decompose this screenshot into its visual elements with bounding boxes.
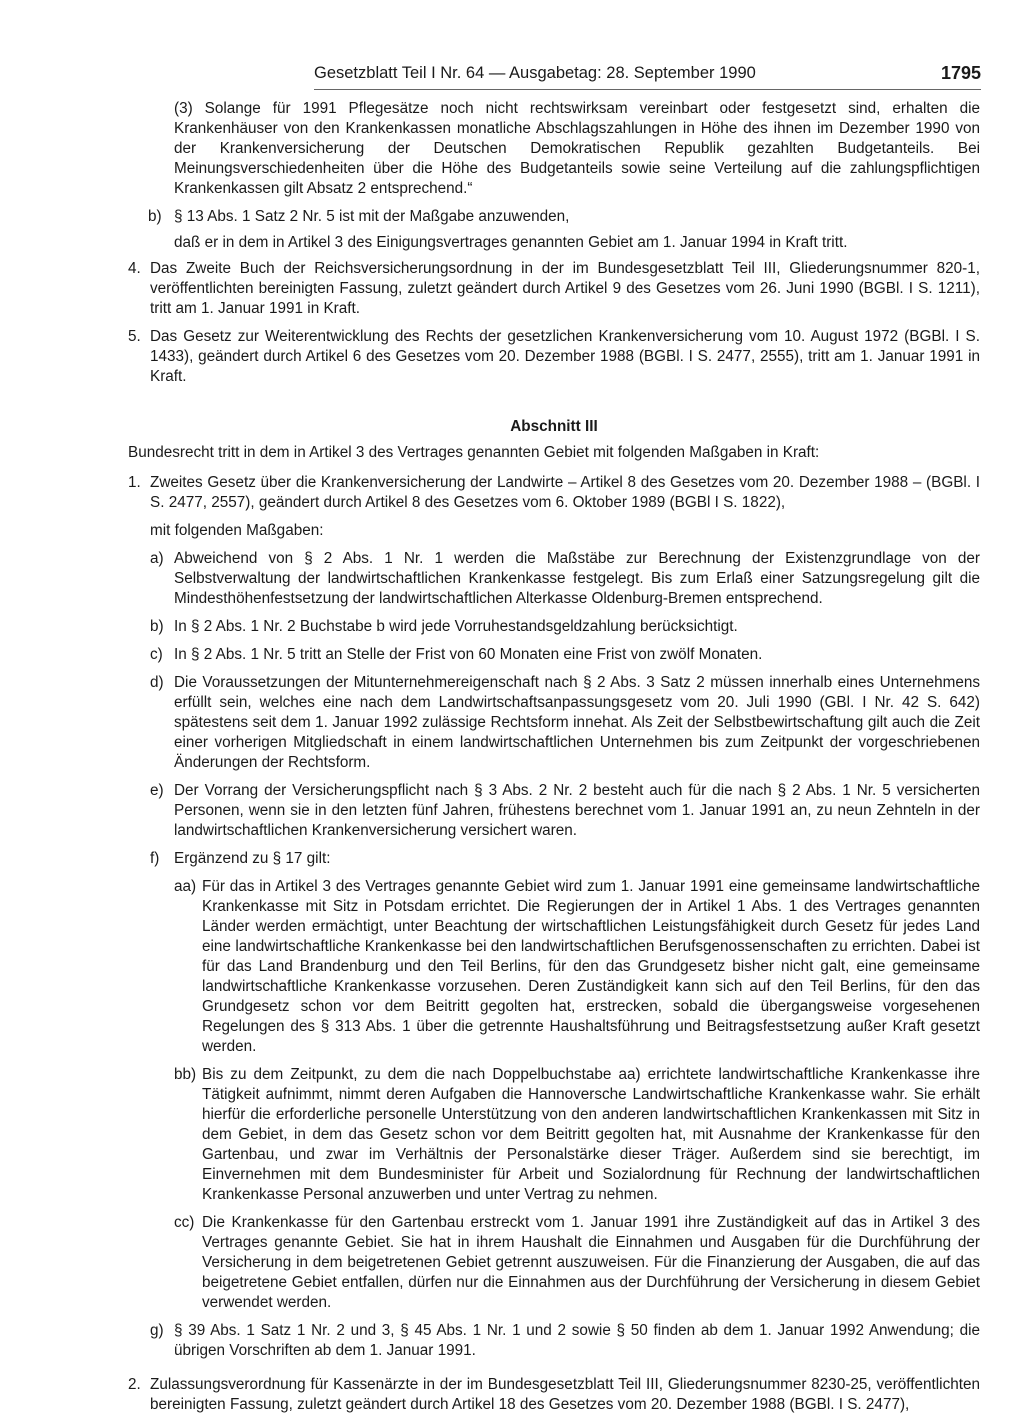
list-item-5 xyxy=(128,327,980,387)
clause-c xyxy=(150,645,980,665)
header-rule xyxy=(314,89,981,90)
clause-f xyxy=(150,849,980,1313)
document-body xyxy=(128,99,980,1415)
list-item-label: 4. xyxy=(128,260,141,277)
list-item-label: 5. xyxy=(128,328,141,345)
clause-g xyxy=(150,1321,980,1361)
list-item-subtext: mit folgenden Maßgaben: xyxy=(150,522,324,539)
clause-text: In § 2 Abs. 1 Nr. 5 tritt an Stelle der Frist von 60 Monaten eine Frist von zwölf Monaten. xyxy=(174,646,763,663)
clause-b xyxy=(150,617,980,637)
list-item-text: Zulassungsverordnung für Kassenärzte in der im Bundesgesetzblatt Teil III, Gliederungsnummer 8230-25, veröffentlichten bereinigten Fassung, zuletzt geändert durch Artikel 18 des Gesetzes vom 20. Dezember 1988 (BGBl. I S. 2477), xyxy=(150,1376,980,1413)
clause-label: c) xyxy=(150,646,163,663)
subclause-text: Bis zu dem Zeitpunkt, zu dem die nach Doppelbuchstabe aa) errichtete landwirtschaftliche Krankenkasse ihre Tätigkeit aufnimmt, nimmt deren Aufgaben die Hannoversche Landwirtschaftliche Krankenkasse wahr. Sie erhält hierfür die erforderliche personelle Unterstützung von den anderen landwirtschaftlichen Krankenkassen mit Sitz in dem Gebiet, in dem das Gesetz schon vor dem Beitritt gegolten hat, mit Ausnahme der Krankenkasse für den Gartenbau, und zwar im Verhältnis der Personalstärke dieser Träger. Außerdem sind sie berechtigt, im Einvernehmen mit dem Bundesminister für Arbeit und Sozialordnung für Rechnung der landwirtschaftlichen Krankenkasse Personal anzuwerben und unter Vertrag zu nehmen. xyxy=(202,1066,980,1203)
list-item-label: 1. xyxy=(128,474,141,491)
list-item-text: Das Zweite Buch der Reichsversicherungsordnung in der im Bundesgesetzblatt Teil III, Gliederungsnummer 820-1, veröffentlichten bereinigten Fassung, zuletzt geändert durch Artikel 9 des Gesetzes vom 26. Juni 1990 (BGBl. I S. 1211), tritt am 1. Januar 1991 in Kraft. xyxy=(150,260,980,317)
clause-e xyxy=(150,781,980,841)
section-heading: Abschnitt III xyxy=(510,418,598,435)
list-item-1 xyxy=(128,473,980,1361)
list-item-2 xyxy=(128,1375,980,1415)
clause-label: d) xyxy=(150,674,164,691)
clause-label: g) xyxy=(150,1322,164,1339)
subclause-label: bb) xyxy=(174,1066,197,1083)
subclause-text: Für das in Artikel 3 des Vertrages genannte Gebiet wird zum 1. Januar 1991 eine gemeinsame landwirtschaftliche Krankenkasse mit Sitz in Potsdam errichtet. Die Regierungen der in Artikel 1 Abs. 1 des Vertrages genannten Länder werden ermächtigt, unter Beachtung der wirtschaftlichen Leistungsfähigkeit durch Gesetz für jedes Land eine landwirtschaftliche Krankenkasse bei den landwirtschaftlichen Berufsgenossenschaften zu errichten. Dabei ist für das Land Brandenburg und den Teil Berlins, für den das Grundgesetz bisher nicht galt, eine gemeinsame landwirtschaftliche Krankenkasse vorzusehen. Deren Zuständigkeit kann sich auf den Teil Berlins, für den das Grundgesetz schon vor dem Beitritt gegolten hat, erstrecken, sobald die übergangsweise vorgesehenen Regelungen des § 313 Abs. 1 über die getrennte Haushaltsführung und Beitragsfestsetzung außer Kraft gesetzt werden. xyxy=(202,878,980,1055)
clause-label: a) xyxy=(150,550,164,567)
page-header xyxy=(314,61,981,85)
clause-label: b) xyxy=(148,208,162,225)
subclause-label: aa) xyxy=(174,878,197,895)
clause-label: f) xyxy=(150,850,160,867)
clause-text: Ergänzend zu § 17 gilt: xyxy=(174,850,331,867)
clause-text: Abweichend von § 2 Abs. 1 Nr. 1 werden die Maßstäbe zur Berechnung der Existenzgrundlage von der Selbstverwaltung der landwirtschaftlichen Krankenkasse festgelegt. Bis zum Erlaß einer Satzungsregelung gilt die Mindesthöhenfestsetzung der landwirtschaftlichen Alterkasse Oldenburg-Bremen entsprechend. xyxy=(174,550,980,607)
clause-text-continued: daß er in dem in Artikel 3 des Einigungsvertrages genannten Gebiet am 1. Januar 1994 in Kraft tritt. xyxy=(174,234,848,251)
paragraph-3: (3) Solange für 1991 Pflegesätze noch nicht rechtswirksam vereinbart oder festgesetzt sind, erhalten die Krankenhäuser von den Krankenkassen monatliche Abschlagszahlungen in Höhe des ihnen im Dezember 1990 von der Krankenversicherung der Deutschen Demokratischen Republik gezahlten Budgetanteils. Bei Meinungsverschiedenheiten über die Höhe des Budgetanteils sowie seine Verteilung auf die zahlungspflichtigen Krankenkassen gilt Absatz 2 entsprechend.“ xyxy=(174,100,980,197)
clause-d xyxy=(150,673,980,773)
list-item-label: 2. xyxy=(128,1376,141,1393)
subclause-aa xyxy=(174,877,980,1057)
clause-label: e) xyxy=(150,782,164,799)
clause-b-top xyxy=(128,207,980,253)
subclause-text: Die Krankenkasse für den Gartenbau erstreckt vom 1. Januar 1991 ihre Zuständigkeit auf das in Artikel 3 des Vertrages genannte Gebiet. Sie hat in ihrem Haushalt die Einnahmen und Ausgaben für die Durchführung der Versicherung in dem beigetretenen Gebiet getrennt auszuweisen. Für die Finanzierung der Ausgaben, die auf das beigetretene Gebiet entfallen, dürfen nur die Einnahmen aus der Durchführung der Versicherung in diesem Gebiet verwendet werden. xyxy=(202,1214,980,1311)
clause-text: § 13 Abs. 1 Satz 2 Nr. 5 ist mit der Maßgabe anzuwenden, xyxy=(174,208,570,225)
clause-label: b) xyxy=(150,618,164,635)
clause-text: Der Vorrang der Versicherungspflicht nach § 3 Abs. 2 Nr. 2 besteht auch für die nach § 2 Abs. 1 Nr. 5 versicherten Personen, wenn sie in den letzten fünf Jahren, frühestens berechnet vom 1. Januar 1991 an, zu neun Zehnteln in der landwirtschaftlichen Krankenversicherung versichert waren. xyxy=(174,782,980,839)
list-item-text: Zweites Gesetz über die Krankenversicherung der Landwirte – Artikel 8 des Gesetzes vom 20. Dezember 1988 – (BGBl. I S. 2477, 2557), geändert durch Artikel 8 des Gesetzes vom 6. Oktober 1989 (BGBl I S. 1822), xyxy=(150,474,980,511)
subclause-cc xyxy=(174,1213,980,1313)
clause-text: In § 2 Abs. 1 Nr. 2 Buchstabe b wird jede Vorruhestandsgeldzahlung berücksichtigt. xyxy=(174,618,738,635)
page-number: 1795 xyxy=(940,63,981,83)
clause-text: Die Voraussetzungen der Mitunternehmereigenschaft nach § 2 Abs. 3 Satz 2 müssen innerhalb eines Unternehmens erfüllt sein, welches eine nach dem Landwirtschaftsanpassungsgesetz vom 20. Juli 1990 (GBl. I Nr. 42 S. 642) spätestens seit dem 1. Januar 1992 zulässige Rechtsform innehat. Als Zeit der Selbstbewirtschaftung gilt auch die Zeit einer vorherigen Mitgliedschaft in einem landwirtschaftlichen Unternehmen bis zum Zeitpunkt der vorgeschriebenen Änderungen der Rechtsform. xyxy=(174,674,980,771)
subclause-label: cc) xyxy=(174,1214,195,1231)
subclause-bb xyxy=(174,1065,980,1205)
header-title: Gesetzblatt Teil I Nr. 64 — Ausgabetag: 28. September 1990 xyxy=(314,64,756,82)
section-intro: Bundesrecht tritt in dem in Artikel 3 des Vertrages genannten Gebiet mit folgenden Maßgaben in Kraft: xyxy=(128,444,820,461)
clause-text: § 39 Abs. 1 Satz 1 Nr. 2 und 3, § 45 Abs. 1 Nr. 1 und 2 sowie § 50 finden ab dem 1. Januar 1992 Anwendung; die übrigen Vorschriften ab dem 1. Januar 1991. xyxy=(174,1322,980,1359)
clause-a xyxy=(150,549,980,609)
list-item-4 xyxy=(128,259,980,319)
list-item-text: Das Gesetz zur Weiterentwicklung des Rechts der gesetzlichen Krankenversicherung vom 10. August 1972 (BGBl. I S. 1433), geändert durch Artikel 6 des Gesetzes vom 20. Dezember 1988 (BGBl. I S. 2477, 2555), tritt am 1. Januar 1991 in Kraft. xyxy=(150,328,980,385)
